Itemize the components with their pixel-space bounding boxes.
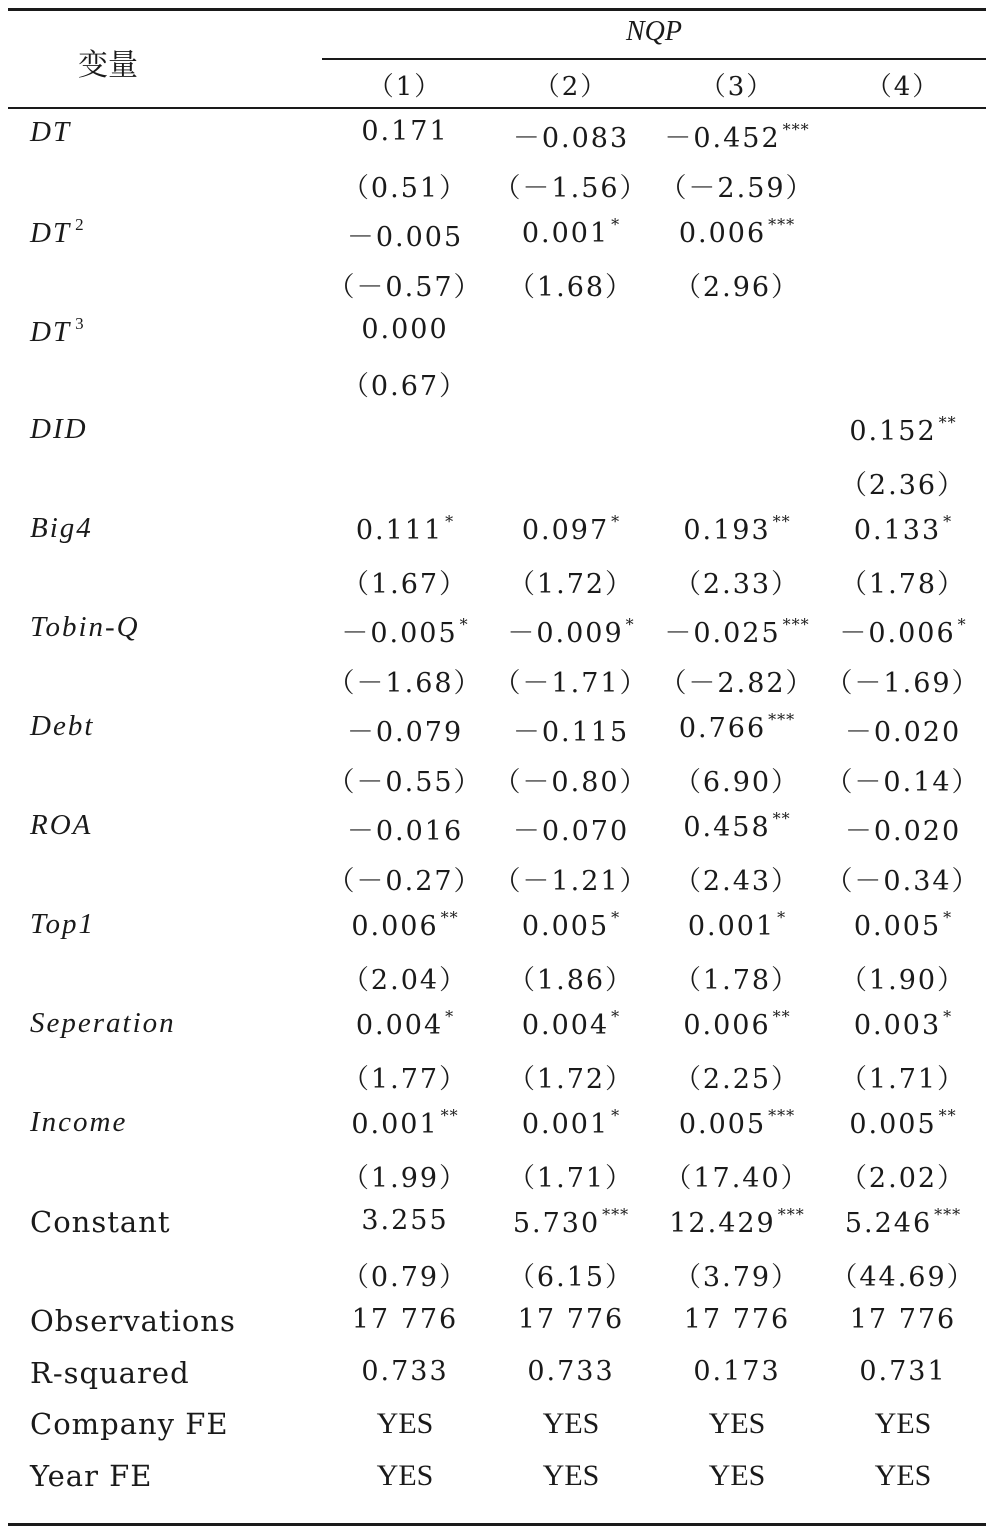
row-label: [30, 1007, 176, 1040]
row-label: [30, 314, 86, 349]
coefficient-cell: [820, 809, 986, 848]
coefficient-cell: [488, 116, 654, 155]
significance-stars: *: [459, 615, 469, 634]
t-statistic: （1.86）: [507, 965, 635, 996]
header-sub-rule: [322, 58, 986, 60]
table-row-tstat: [0, 1251, 992, 1300]
coefficient-cell: [322, 710, 488, 749]
t-statistic: （2.25）: [673, 1064, 801, 1095]
column-numbers: [322, 66, 986, 103]
coefficient-value: －0.005: [346, 222, 464, 253]
row-label: [30, 413, 88, 446]
coefficient-cell: [322, 611, 488, 650]
coefficient-value: 5.246: [844, 1208, 933, 1239]
significance-stars: **: [440, 908, 459, 927]
significance-stars: ***: [602, 1205, 630, 1224]
coefficient-value: －0.020: [844, 816, 962, 847]
row-label: [30, 1205, 170, 1239]
significance-stars: *: [445, 1007, 455, 1026]
row-label-superscript: 2: [75, 215, 86, 234]
significance-stars: **: [938, 413, 957, 432]
coefficient-value: 0.152: [849, 416, 937, 447]
t-statistic: （1.71）: [839, 1064, 967, 1095]
significance-stars: *: [957, 615, 967, 634]
t-statistic: （44.69）: [830, 1262, 976, 1293]
coefficient-cell: [488, 710, 654, 749]
row-label: [30, 215, 86, 250]
t-statistic: （3.79）: [673, 1262, 801, 1293]
coefficient-value: 12.429: [669, 1208, 776, 1239]
row-label: [30, 809, 92, 842]
significance-stars: **: [440, 1106, 459, 1125]
significance-stars: **: [938, 1106, 957, 1125]
t-statistic: （－1.71）: [493, 668, 649, 699]
t-statistic: （0.79）: [341, 1262, 469, 1293]
coefficient-value: 0.001: [521, 218, 610, 249]
t-statistic: （17.40）: [664, 1163, 810, 1194]
dependent-variable-header: NQP: [626, 16, 682, 47]
coefficient-value: 0.111: [355, 515, 444, 546]
row-label: Company FE: [30, 1407, 229, 1441]
table-row: [0, 1102, 992, 1152]
t-statistic: （－0.34）: [825, 866, 981, 897]
coefficient-value: 0.005: [849, 1109, 937, 1140]
summary-value: YES: [708, 1407, 766, 1440]
coefficient-cell: [322, 512, 488, 546]
t-statistic: （－1.68）: [327, 668, 483, 699]
t-statistic: （1.77）: [341, 1064, 469, 1095]
coefficient-cell: [322, 809, 488, 848]
table-row: [0, 904, 992, 954]
table-row-tstat: [0, 756, 992, 805]
t-statistic: （2.36）: [839, 470, 967, 501]
coefficient-cell: [322, 908, 488, 942]
table-row-tstat: [0, 261, 992, 310]
summary-value: YES: [376, 1458, 434, 1492]
coefficient-cell: [488, 809, 654, 848]
row-label: Year FE: [30, 1458, 153, 1493]
coefficient-value: －0.079: [346, 717, 464, 748]
row-label: R-squared: [30, 1355, 190, 1390]
summary-value: 17 776: [849, 1304, 957, 1335]
coefficient-cell: [820, 512, 986, 546]
coefficient-value: 0.004: [521, 1010, 610, 1041]
significance-stars: ***: [782, 120, 810, 139]
coefficient-cell: [322, 1205, 488, 1236]
coefficient-value: －0.115: [512, 717, 630, 748]
t-statistic: （－1.56）: [493, 173, 649, 204]
significance-stars: *: [943, 1007, 953, 1026]
table-row: [0, 706, 992, 756]
coefficient-value: 0.001: [351, 1109, 439, 1140]
t-statistic: （0.51）: [341, 173, 469, 204]
coefficient-cell: [322, 1106, 488, 1140]
t-statistic: （－0.55）: [327, 767, 483, 798]
coefficient-cell: [820, 710, 986, 749]
summary-value: 0.733: [361, 1355, 449, 1387]
coefficient-cell: [322, 215, 488, 254]
row-label-text: Income: [30, 1106, 128, 1138]
t-statistic: （－0.14）: [825, 767, 981, 798]
coefficient-cell: [488, 1205, 654, 1239]
t-statistic: （1.78）: [839, 569, 967, 600]
significance-stars: *: [611, 1007, 621, 1026]
column-number: （3）: [699, 72, 775, 102]
table-row: [0, 1003, 992, 1053]
t-statistic: （－1.21）: [493, 866, 649, 897]
coefficient-value: 0.006: [351, 911, 439, 942]
table-row-tstat: [0, 360, 992, 409]
summary-value: 0.173: [693, 1355, 781, 1387]
t-statistic: （1.78）: [673, 965, 801, 996]
t-statistic: （1.90）: [839, 965, 967, 996]
coefficient-value: 0.171: [361, 116, 449, 147]
column-number: （1）: [367, 72, 443, 102]
row-label-text: Big4: [30, 512, 93, 544]
coefficient-cell: [322, 1007, 488, 1041]
row-label: Observations: [30, 1304, 236, 1338]
table-row: [0, 409, 992, 459]
summary-value: YES: [376, 1407, 434, 1440]
summary-value: YES: [542, 1407, 600, 1440]
significance-stars: *: [445, 512, 455, 531]
t-statistic: （2.96）: [673, 272, 801, 303]
coefficient-value: 0.001: [521, 1109, 610, 1140]
summary-value: YES: [708, 1458, 766, 1492]
coefficient-cell: [820, 1106, 986, 1140]
table-row-tstat: [0, 855, 992, 904]
table-row-summary: [0, 1352, 992, 1404]
significance-stars: *: [611, 512, 621, 531]
coefficient-cell: [820, 1205, 986, 1239]
row-label: [30, 1106, 127, 1139]
row-label: [30, 116, 71, 149]
t-statistic: （2.02）: [839, 1163, 967, 1194]
table-row: [0, 607, 992, 657]
coefficient-cell: [654, 1205, 820, 1239]
significance-stars: ***: [768, 710, 796, 729]
significance-stars: ***: [782, 615, 810, 634]
coefficient-value: －0.009: [507, 618, 624, 649]
coefficient-cell: [488, 512, 654, 546]
coefficient-value: －0.005: [341, 618, 458, 649]
coefficient-value: －0.020: [844, 717, 962, 748]
summary-value: 0.731: [859, 1355, 947, 1387]
row-label-text: Constant: [30, 1205, 171, 1239]
coefficient-cell: [820, 611, 986, 650]
coefficient-value: 0.006: [683, 1010, 771, 1041]
t-statistic: （－0.80）: [493, 767, 649, 798]
coefficient-cell: [488, 908, 654, 942]
bottom-rule: [8, 1523, 986, 1526]
coefficient-value: －0.016: [346, 816, 464, 847]
table-row-summary: [0, 1403, 992, 1455]
row-label: [30, 611, 140, 644]
t-statistic: （2.33）: [673, 569, 801, 600]
regression-table-body: [0, 112, 992, 1506]
table-row: [0, 508, 992, 558]
t-statistic: （2.04）: [341, 965, 469, 996]
t-statistic: （1.99）: [341, 1163, 469, 1194]
coefficient-cell: [654, 611, 820, 650]
significance-stars: *: [611, 1106, 621, 1125]
row-label: [30, 512, 93, 545]
table-row-summary: [0, 1300, 992, 1352]
significance-stars: **: [772, 1007, 791, 1026]
table-row-tstat: [0, 459, 992, 508]
header-rule: [8, 107, 986, 109]
t-statistic: （6.90）: [673, 767, 801, 798]
coefficient-value: 5.730: [512, 1208, 601, 1239]
column-number: （4）: [865, 72, 941, 102]
coefficient-cell: [654, 215, 820, 249]
row-label-text: DT: [30, 116, 72, 148]
table-row: [0, 1201, 992, 1251]
coefficient-value: 0.006: [678, 218, 767, 249]
significance-stars: *: [611, 215, 621, 234]
significance-stars: *: [625, 615, 635, 634]
table-row-tstat: [0, 657, 992, 706]
t-statistic: （6.15）: [507, 1262, 635, 1293]
coefficient-value: 0.000: [361, 314, 449, 345]
top-rule: [8, 8, 986, 11]
table-row-tstat: [0, 954, 992, 1003]
significance-stars: *: [943, 908, 953, 927]
column-number: （2）: [533, 72, 609, 102]
table-row: [0, 211, 992, 261]
table-row-summary: [0, 1455, 992, 1507]
t-statistic: （－0.57）: [327, 272, 483, 303]
coefficient-cell: [820, 413, 986, 447]
t-statistic: （－2.59）: [659, 173, 815, 204]
row-label-text: Tobin-Q: [30, 611, 140, 643]
coefficient-value: －0.025: [664, 618, 781, 649]
coefficient-value: －0.452: [664, 123, 781, 154]
coefficient-cell: [820, 1007, 986, 1041]
significance-stars: ***: [768, 1106, 796, 1125]
t-statistic: （1.72）: [507, 569, 635, 600]
coefficient-value: －0.006: [839, 618, 956, 649]
summary-value: 17 776: [683, 1304, 791, 1335]
coefficient-cell: [654, 710, 820, 744]
row-label-text: Seperation: [30, 1007, 176, 1039]
row-label-text: DT: [30, 316, 72, 348]
coefficient-value: 0.458: [683, 812, 771, 843]
summary-value: YES: [874, 1407, 932, 1440]
coefficient-value: 0.005: [521, 911, 610, 942]
coefficient-cell: [488, 1106, 654, 1140]
coefficient-cell: [488, 1007, 654, 1041]
t-statistic: （1.68）: [507, 272, 635, 303]
summary-value: YES: [874, 1458, 932, 1492]
coefficient-cell: [654, 908, 820, 942]
coefficient-value: 0.193: [683, 515, 771, 546]
summary-value: 17 776: [517, 1304, 625, 1335]
significance-stars: ***: [934, 1205, 962, 1224]
coefficient-value: 0.005: [853, 911, 942, 942]
t-statistic: （0.67）: [341, 371, 469, 402]
coefficient-cell: [654, 1106, 820, 1140]
row-label: [30, 710, 94, 743]
coefficient-value: 0.004: [355, 1010, 444, 1041]
t-statistic: （1.67）: [341, 569, 469, 600]
summary-value: 0.733: [527, 1355, 615, 1387]
table-row: [0, 310, 992, 360]
coefficient-value: －0.070: [512, 816, 630, 847]
coefficient-cell: [488, 611, 654, 650]
table-row-tstat: [0, 1152, 992, 1201]
coefficient-cell: [654, 809, 820, 843]
row-label-text: DT: [30, 217, 72, 249]
significance-stars: **: [772, 809, 791, 828]
row-label-text: Top1: [30, 908, 95, 940]
coefficient-value: 0.097: [521, 515, 610, 546]
coefficient-value: 0.133: [853, 515, 942, 546]
table-row: [0, 112, 992, 162]
table-row: [0, 805, 992, 855]
row-label-superscript: 3: [75, 314, 86, 333]
row-label-text: ROA: [30, 809, 93, 841]
coefficient-cell: [654, 1007, 820, 1041]
coefficient-value: 3.255: [361, 1205, 449, 1236]
table-row-tstat: [0, 162, 992, 211]
row-label-text: DID: [30, 413, 88, 445]
coefficient-cell: [654, 116, 820, 155]
summary-value: YES: [542, 1458, 600, 1492]
coefficient-value: 0.005: [678, 1109, 767, 1140]
row-label: [30, 908, 95, 941]
t-statistic: （－1.69）: [825, 668, 981, 699]
t-statistic: （1.72）: [507, 1064, 635, 1095]
significance-stars: *: [943, 512, 953, 531]
t-statistic: （－2.82）: [659, 668, 815, 699]
table-row-tstat: [0, 1053, 992, 1102]
coefficient-value: 0.001: [687, 911, 776, 942]
coefficient-cell: [322, 116, 488, 147]
coefficient-value: 0.003: [853, 1010, 942, 1041]
significance-stars: *: [611, 908, 621, 927]
summary-value: 17 776: [351, 1304, 459, 1335]
t-statistic: （－0.27）: [327, 866, 483, 897]
t-statistic: （2.43）: [673, 866, 801, 897]
coefficient-cell: [654, 512, 820, 546]
coefficient-value: －0.083: [512, 123, 630, 154]
coefficient-cell: [820, 908, 986, 942]
t-statistic: （1.71）: [507, 1163, 635, 1194]
coefficient-cell: [488, 215, 654, 249]
variable-header: 变量: [78, 48, 138, 83]
table-row-tstat: [0, 558, 992, 607]
significance-stars: **: [772, 512, 791, 531]
significance-stars: *: [777, 908, 787, 927]
coefficient-value: 0.766: [678, 713, 767, 744]
coefficient-cell: [322, 314, 488, 345]
significance-stars: ***: [768, 215, 796, 234]
significance-stars: ***: [777, 1205, 805, 1224]
row-label-text: Debt: [30, 710, 95, 742]
